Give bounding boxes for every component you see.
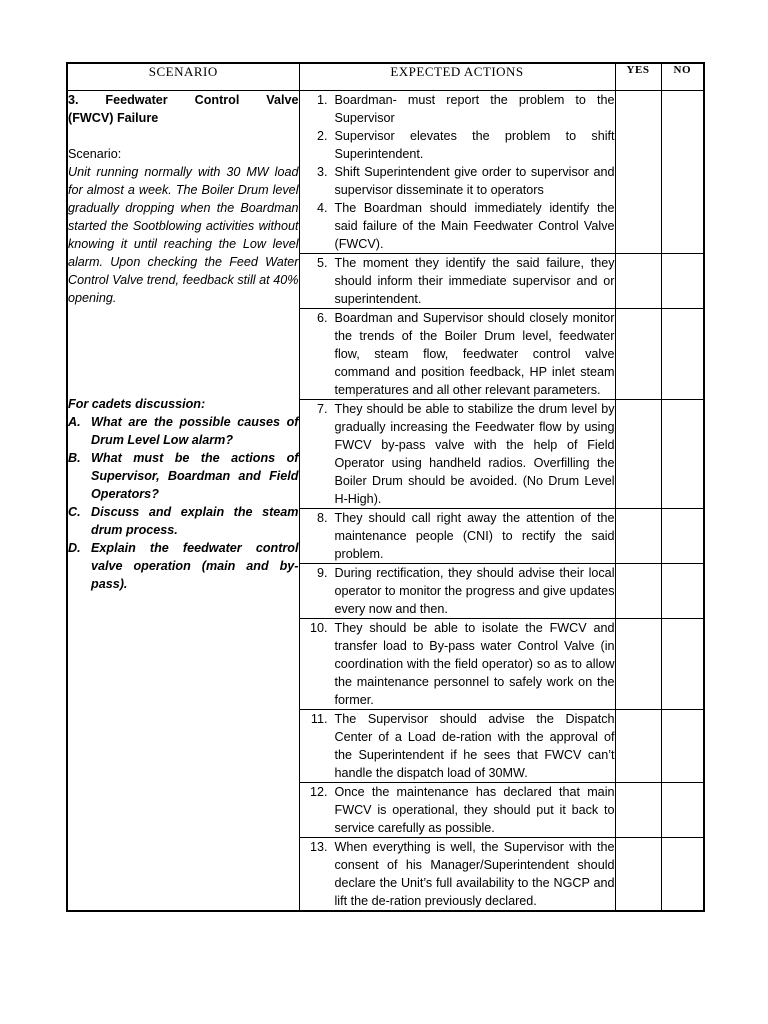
discussion-item [68, 413, 299, 449]
action-text: During rectification, they should advise their local operator to monitor the progress and give updates every now and then. [334, 566, 615, 616]
discussion-text: Explain the feedwater control valve operation (main and by-pass). [91, 541, 299, 591]
action-number: 10. [309, 621, 328, 635]
action-text: Once the maintenance has declared that main FWCV is operational, they should put it back to service carefully as possible. [334, 785, 615, 835]
action-item [300, 838, 615, 910]
scenario-checklist-table [66, 62, 705, 912]
action-text: The Supervisor should advise the Dispatch Center of a Load de-ration with the approval of the Superintendent if he sees that FWCV can’t handle the dispatch load of 30MW. [334, 712, 615, 780]
action-item [300, 254, 615, 308]
discussion-text: Discuss and explain the steam drum process. [91, 505, 299, 537]
header-no: NO [661, 63, 704, 91]
table-row [67, 91, 704, 254]
action-number: 8. [316, 511, 328, 525]
action-item [300, 710, 615, 782]
discussion-item [68, 503, 299, 539]
discussion-letter: A. [68, 415, 81, 429]
discussion-list [68, 413, 299, 593]
expected-actions-cell [299, 783, 615, 838]
action-number: 5. [316, 256, 328, 270]
header-expected-actions: EXPECTED ACTIONS [299, 63, 615, 91]
no-checkbox-cell[interactable] [661, 838, 704, 912]
action-item [300, 309, 615, 399]
action-item [300, 199, 615, 253]
action-number: 1. [316, 93, 328, 107]
yes-checkbox-cell[interactable] [615, 400, 661, 509]
discussion-item [68, 449, 299, 503]
action-text: They should call right away the attention of the maintenance people (CNI) to rectify the said problem. [334, 511, 615, 561]
header-row [67, 63, 704, 91]
action-number: 11. [310, 712, 328, 726]
yes-checkbox-cell[interactable] [615, 838, 661, 912]
scenario-cell [67, 91, 299, 912]
no-checkbox-cell[interactable] [661, 254, 704, 309]
action-number: 4. [316, 201, 328, 215]
header-yes: YES [615, 63, 661, 91]
scenario-title-cont: (FWCV) Failure [68, 111, 159, 125]
expected-actions-cell [299, 564, 615, 619]
yes-checkbox-cell[interactable] [615, 91, 661, 254]
discussion-letter: C. [68, 505, 81, 519]
no-checkbox-cell[interactable] [661, 509, 704, 564]
yes-checkbox-cell[interactable] [615, 254, 661, 309]
action-number: 7. [316, 402, 328, 416]
yes-checkbox-cell[interactable] [615, 509, 661, 564]
action-item [300, 619, 615, 709]
yes-checkbox-cell[interactable] [615, 619, 661, 710]
action-item [300, 163, 615, 199]
action-number: 13. [309, 840, 328, 854]
yes-checkbox-cell[interactable] [615, 783, 661, 838]
expected-actions-cell [299, 838, 615, 912]
action-number: 12. [309, 785, 328, 799]
scenario-description: Unit running normally with 30 MW load for almost a week. The Boiler Drum level gradually dropping when the Boardman started the Sootblowing activities without knowing it until reaching the Low level alarm. Upon checking the Feed Water Control Valve trend, feedback still at 40% opening. [68, 165, 299, 305]
action-number: 3. [316, 165, 328, 179]
scenario-label: Scenario: [68, 147, 122, 161]
no-checkbox-cell[interactable] [661, 309, 704, 400]
expected-actions-cell [299, 710, 615, 783]
discussion-letter: B. [68, 451, 81, 465]
expected-actions-cell [299, 91, 615, 254]
expected-actions-cell [299, 400, 615, 509]
discussion-text: What are the possible causes of Drum Level Low alarm? [91, 415, 299, 447]
action-item [300, 400, 615, 508]
discussion-text: What must be the actions of Supervisor, Boardman and Field Operators? [91, 451, 299, 501]
action-item [300, 783, 615, 837]
action-item [300, 127, 615, 163]
action-text: The moment they identify the said failure, they should inform their immediate supervisor and or superintendent. [334, 256, 615, 306]
action-item [300, 91, 615, 127]
action-item [300, 509, 615, 563]
discussion-item [68, 539, 299, 593]
scenario-title: 3. Feedwater Control Valve [68, 93, 299, 107]
expected-actions-cell [299, 509, 615, 564]
expected-actions-cell [299, 309, 615, 400]
no-checkbox-cell[interactable] [661, 400, 704, 509]
action-text: They should be able to isolate the FWCV and transfer load to By-pass water Control Valve (in coordination with the field operator) so as to allow the maintenance personnel to safely work on the former. [334, 621, 615, 707]
action-text: Boardman and Supervisor should closely monitor the trends of the Boiler Drum level, feedwater flow, steam flow, feedwater control valve command and position feedback, HP inlet steam temperatures and all other relevant parameters. [334, 311, 615, 397]
header-scenario: SCENARIO [67, 63, 299, 91]
no-checkbox-cell[interactable] [661, 91, 704, 254]
yes-checkbox-cell[interactable] [615, 710, 661, 783]
action-number: 6. [316, 311, 328, 325]
expected-actions-cell [299, 619, 615, 710]
action-text: Shift Superintendent give order to supervisor and supervisor disseminate it to operators [334, 165, 615, 197]
no-checkbox-cell[interactable] [661, 564, 704, 619]
expected-actions-cell [299, 254, 615, 309]
action-text: Supervisor elevates the problem to shift Superintendent. [334, 129, 615, 161]
no-checkbox-cell[interactable] [661, 710, 704, 783]
yes-checkbox-cell[interactable] [615, 564, 661, 619]
discussion-heading: For cadets discussion: [68, 397, 206, 411]
action-text: Boardman- must report the problem to the Supervisor [334, 93, 615, 125]
action-number: 9. [316, 566, 328, 580]
no-checkbox-cell[interactable] [661, 783, 704, 838]
action-text: The Boardman should immediately identify the said failure of the Main Feedwater Control Valve (FWCV). [334, 201, 615, 251]
yes-checkbox-cell[interactable] [615, 309, 661, 400]
discussion-letter: D. [68, 541, 81, 555]
action-number: 2. [316, 129, 328, 143]
action-text: When everything is well, the Supervisor with the consent of his Manager/Superintendent should declare the Unit’s full availability to the NGCP and lift the de-ration previously declared. [334, 840, 615, 908]
no-checkbox-cell[interactable] [661, 619, 704, 710]
action-item [300, 564, 615, 618]
action-text: They should be able to stabilize the drum level by gradually increasing the Feedwater flow by using FWCV by-pass valve with the help of Field Operator using handheld radios. Overfilling the Boiler Drum should be avoided. (No Drum Level H-High). [334, 402, 615, 506]
